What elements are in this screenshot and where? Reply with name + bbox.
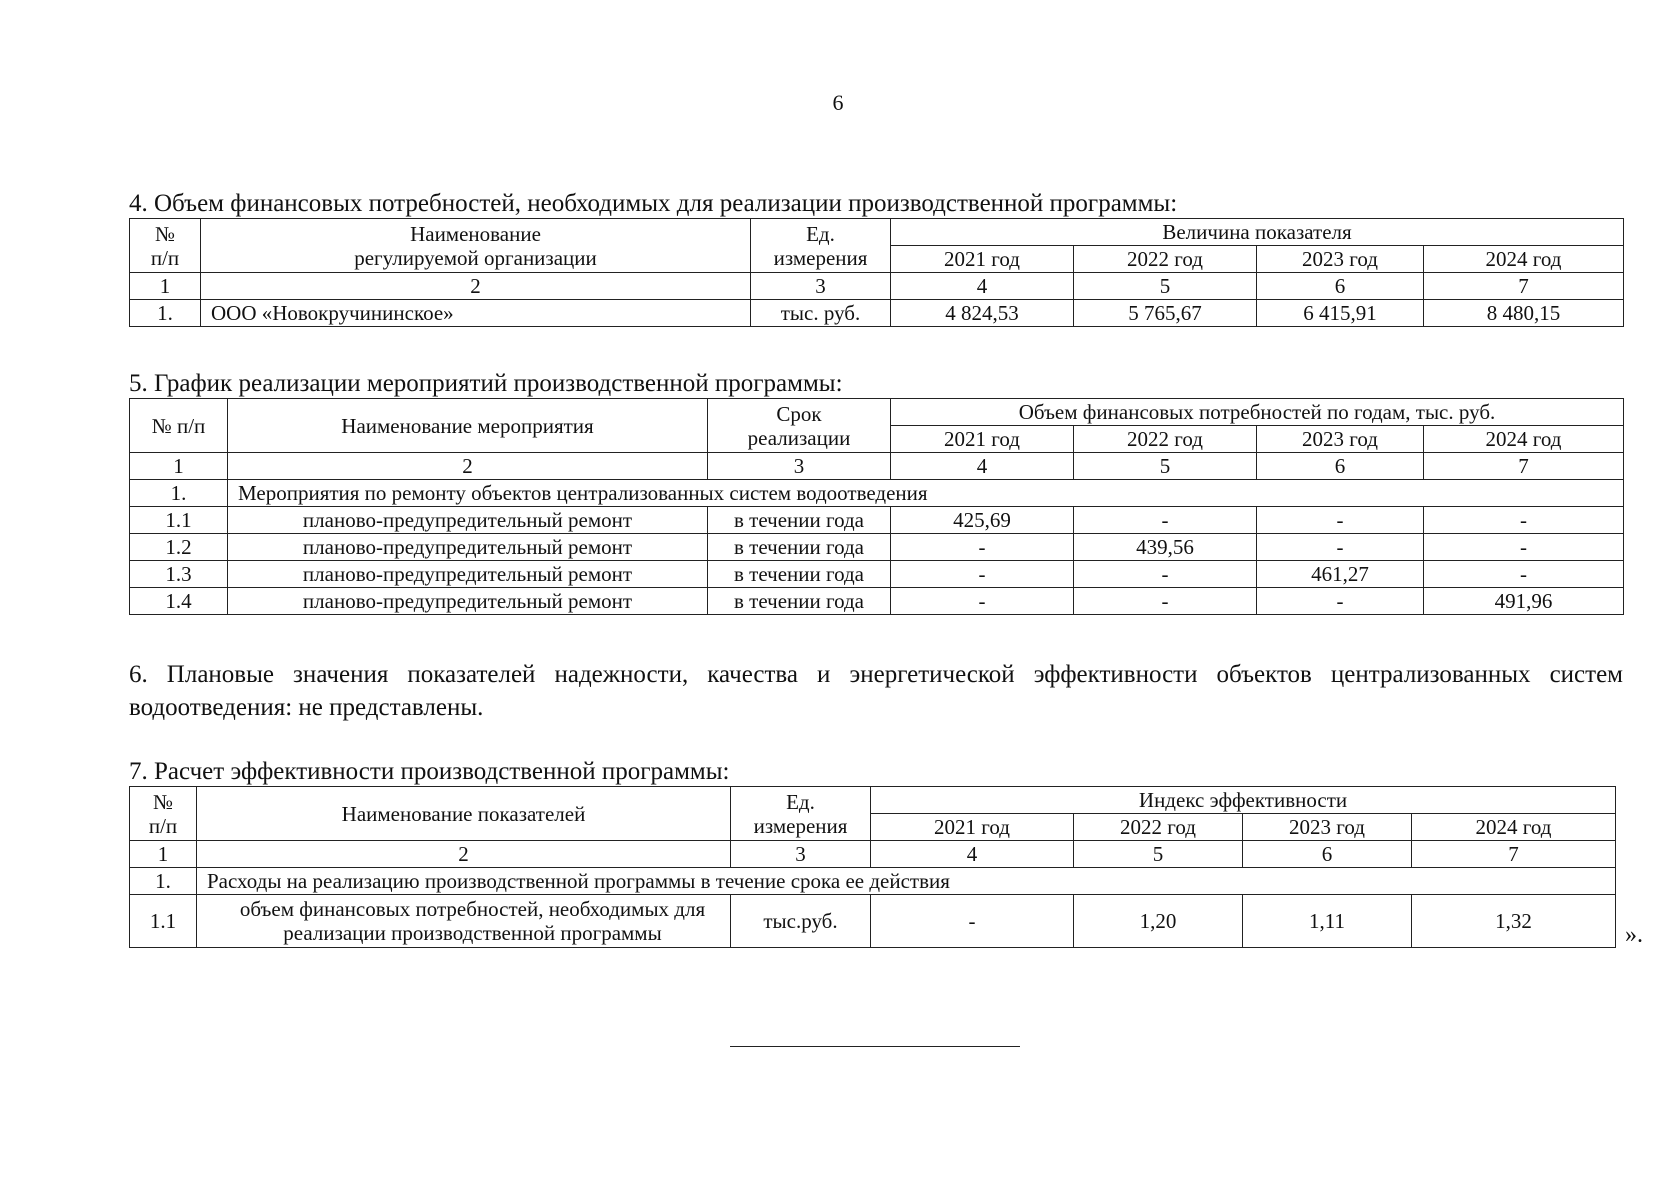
value-2021: - [871, 895, 1074, 948]
group-name: Мероприятия по ремонту объектов централизованных систем водоотведения [228, 480, 1624, 507]
table-row [130, 300, 1624, 327]
col-number: 3 [708, 453, 891, 480]
table-row [130, 588, 1624, 615]
header-name: Наименование регулируемой организации [201, 219, 751, 273]
column-number-row [130, 453, 1624, 480]
col-number: 5 [1074, 453, 1257, 480]
header-2021: 2021 год [891, 246, 1074, 273]
value-2024: - [1424, 507, 1624, 534]
row-num: 1.2 [130, 534, 228, 561]
activity-name: планово-предупредительный ремонт [228, 588, 708, 615]
col-number: 7 [1424, 453, 1624, 480]
col-number: 3 [731, 841, 871, 868]
header-num: № п/п [130, 787, 197, 841]
header-num: № п/п [130, 219, 201, 273]
header-unit: Ед. измерения [731, 787, 871, 841]
activity-name: планово-предупредительный ремонт [228, 507, 708, 534]
col-number: 5 [1074, 273, 1257, 300]
value-2023: - [1257, 534, 1424, 561]
col-number: 4 [891, 273, 1074, 300]
financial-needs-table [129, 218, 1624, 327]
header-term: Срок реализации [708, 399, 891, 453]
page-number: 6 [832, 90, 844, 115]
row-num: 1. [130, 300, 201, 327]
table-row [130, 534, 1624, 561]
value-2023: 6 415,91 [1257, 300, 1424, 327]
activity-term: в течении года [708, 507, 891, 534]
header-2021: 2021 год [871, 814, 1074, 841]
header-value: Величина показателя [891, 219, 1624, 246]
value-2021: - [891, 534, 1074, 561]
section-6-text: 6. Плановые значения показателей надежности, качества и энергетической эффективности объектов централизованных систем водоотведения: не представлены. [129, 661, 1623, 721]
indicator-name: объем финансовых потребностей, необходимых для реализации производственной программы [197, 895, 731, 948]
header-2022: 2022 год [1074, 814, 1243, 841]
activity-term: в течении года [708, 588, 891, 615]
header-2023: 2023 год [1257, 246, 1424, 273]
efficiency-table [129, 786, 1616, 948]
col-number: 6 [1257, 453, 1424, 480]
header-2024: 2024 год [1412, 814, 1616, 841]
group-num: 1. [130, 480, 228, 507]
value-2022: 439,56 [1074, 534, 1257, 561]
activity-term: в течении года [708, 561, 891, 588]
column-number-row [130, 273, 1624, 300]
value-2021: 425,69 [891, 507, 1074, 534]
value-2022: 1,20 [1074, 895, 1243, 948]
row-num: 1.3 [130, 561, 228, 588]
value-2023: 1,11 [1243, 895, 1412, 948]
value-2024: 491,96 [1424, 588, 1624, 615]
col-number: 7 [1412, 841, 1616, 868]
org-name: ООО «Новокручининское» [201, 300, 751, 327]
col-number: 6 [1243, 841, 1412, 868]
header-2023: 2023 год [1243, 814, 1412, 841]
header-name: Наименование мероприятия [228, 399, 708, 453]
value-2023: 461,27 [1257, 561, 1424, 588]
row-num: 1.4 [130, 588, 228, 615]
activity-name: планово-предупредительный ремонт [228, 534, 708, 561]
separator-line [730, 1046, 1020, 1047]
col-number: 2 [197, 841, 731, 868]
section-4-title: 4. Объем финансовых потребностей, необходимых для реализации производственной программы: [129, 190, 1178, 217]
closing-quote: ». [1625, 922, 1643, 948]
table-row [130, 895, 1616, 948]
col-number: 2 [201, 273, 751, 300]
col-number: 6 [1257, 273, 1424, 300]
col-number: 4 [891, 453, 1074, 480]
row-num: 1.1 [130, 895, 197, 948]
row-unit: тыс.руб. [731, 895, 871, 948]
header-value: Объем финансовых потребностей по годам, тыс. руб. [891, 399, 1624, 426]
value-2021: - [891, 588, 1074, 615]
activity-term: в течении года [708, 534, 891, 561]
table-row [130, 507, 1624, 534]
value-2024: - [1424, 561, 1624, 588]
table-row [130, 561, 1624, 588]
section-7-title: 7. Расчет эффективности производственной программы: [129, 758, 730, 785]
value-2023: - [1257, 507, 1424, 534]
row-unit: тыс. руб. [751, 300, 891, 327]
value-2024: - [1424, 534, 1624, 561]
value-2024: 1,32 [1412, 895, 1616, 948]
header-2024: 2024 год [1424, 426, 1624, 453]
col-number: 3 [751, 273, 891, 300]
group-num: 1. [130, 868, 197, 895]
col-number: 2 [228, 453, 708, 480]
group-row [130, 480, 1624, 507]
col-number: 1 [130, 453, 228, 480]
activity-name: планово-предупредительный ремонт [228, 561, 708, 588]
header-num: № п/п [130, 399, 228, 453]
header-value: Индекс эффективности [871, 787, 1616, 814]
value-2022: - [1074, 588, 1257, 615]
col-number: 7 [1424, 273, 1624, 300]
value-2022: - [1074, 561, 1257, 588]
group-row [130, 868, 1616, 895]
col-number: 5 [1074, 841, 1243, 868]
header-2024: 2024 год [1424, 246, 1624, 273]
col-number: 1 [130, 273, 201, 300]
value-2021: 4 824,53 [891, 300, 1074, 327]
value-2022: 5 765,67 [1074, 300, 1257, 327]
header-2023: 2023 год [1257, 426, 1424, 453]
column-number-row [130, 841, 1616, 868]
row-num: 1.1 [130, 507, 228, 534]
header-name: Наименование показателей [197, 787, 731, 841]
header-2022: 2022 год [1074, 426, 1257, 453]
header-2021: 2021 год [891, 426, 1074, 453]
section-5-title: 5. График реализации мероприятий производственной программы: [129, 370, 843, 397]
value-2023: - [1257, 588, 1424, 615]
col-number: 1 [130, 841, 197, 868]
value-2024: 8 480,15 [1424, 300, 1624, 327]
value-2021: - [891, 561, 1074, 588]
group-name: Расходы на реализацию производственной программы в течение срока ее действия [197, 868, 1616, 895]
header-unit: Ед. измерения [751, 219, 891, 273]
value-2022: - [1074, 507, 1257, 534]
header-2022: 2022 год [1074, 246, 1257, 273]
col-number: 4 [871, 841, 1074, 868]
schedule-table [129, 398, 1624, 615]
